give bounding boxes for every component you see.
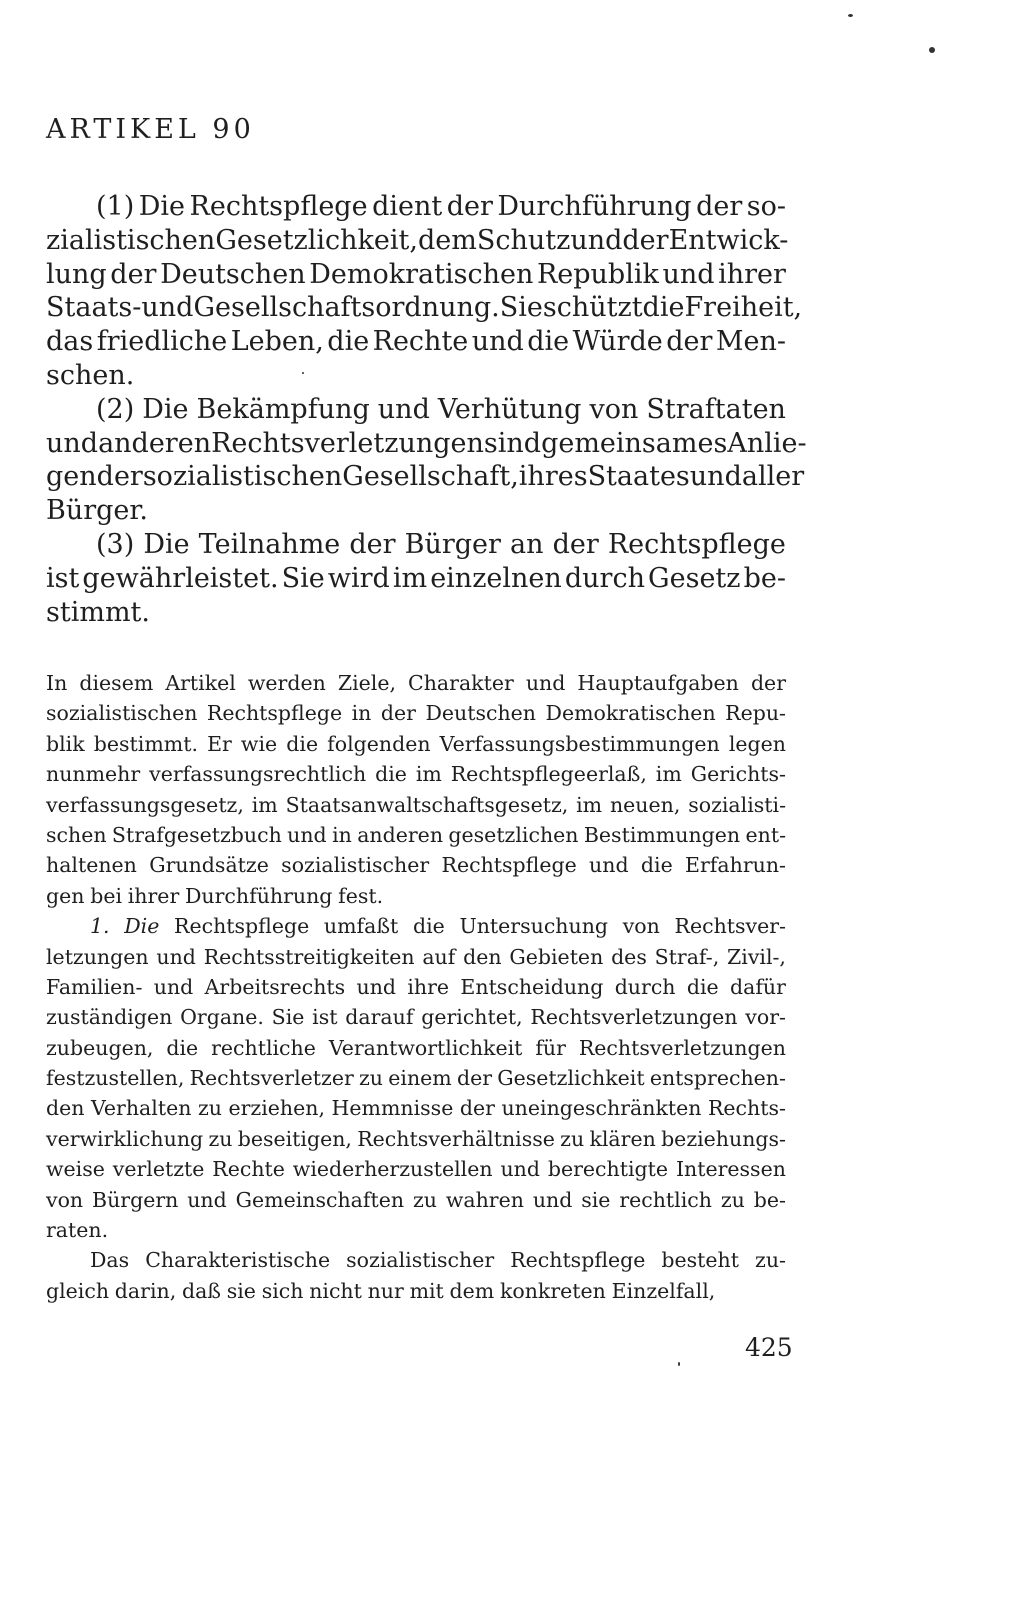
article-line: (2) Die Bekämpfung und Verhütung von Straftaten (96, 393, 786, 425)
commentary-line: In diesem Artikel werden Ziele, Charakter und Hauptaufgaben der (46, 671, 786, 695)
print-speck (678, 1362, 680, 1366)
article-line: stimmt. (46, 596, 150, 628)
article-line: lung der Deutschen Demokratischen Republik und ihrer (46, 258, 786, 290)
commentary-line: 1. Die Rechtspflege umfaßt die Untersuchung von Rechtsver- (90, 914, 786, 939)
commentary-line: haltenen Grundsätze sozialistischer Rechtspflege und die Erfahrun- (46, 853, 786, 878)
article-line: und anderen Rechtsverletzungen sind gemeinsames Anlie- (46, 427, 807, 459)
commentary-line: von Bürgern und Gemeinschaften zu wahren und sie rechtlich zu be- (46, 1187, 786, 1212)
article-line: gen der sozialistischen Gesellschaft, ihres Staates und aller (46, 461, 805, 493)
article-line: zialistischen Gesetzlichkeit, dem Schutz und der Entwick- (46, 224, 789, 256)
commentary-line: Familien- und Arbeitsrechts und ihre Entscheidung durch die dafür (46, 974, 786, 999)
commentary-line: festzustellen, Rechtsverletzer zu einem der Gesetzlichkeit entsprechen- (46, 1066, 786, 1091)
article-line: Staats- und Gesellschaftsordnung. Sie schützt die Freiheit, (46, 292, 803, 324)
article-line: (1) Die Rechtspflege dient der Durchführung der so- (96, 191, 786, 222)
article-line: (3) Die Teilnahme der Bürger an der Rechtspflege (96, 528, 786, 560)
commentary-line: gleich darin, daß sie sich nicht nur mit dem konkreten Einzelfall, (46, 1278, 716, 1303)
commentary-line: raten. (46, 1218, 109, 1243)
article-heading: ARTIKEL 90 (46, 114, 255, 145)
commentary-line: verwirklichung zu beseitigen, Rechtsverhältnisse zu klären beziehungs- (46, 1126, 786, 1151)
article-text (46, 190, 807, 629)
article-line: das friedliche Leben, die Rechte und die Würde der Men- (46, 326, 786, 358)
article-line: ist gewährleistet. Sie wird im einzelnen durch Gesetz be- (46, 562, 786, 594)
commentary-line: schen Strafgesetzbuch und in anderen gesetzlichen Bestimmungen ent- (46, 822, 786, 847)
commentary-line: blik bestimmt. Er wie die folgenden Verfassungsbestimmungen legen (46, 731, 786, 756)
commentary-line: den Verhalten zu erziehen, Hemmnisse der uneingeschränkten Rechts- (46, 1096, 786, 1121)
article-line: Bürger. (46, 495, 148, 527)
commentary-line: zubeugen, die rechtliche Verantwortlichkeit für Rechtsverletzungen (46, 1035, 786, 1060)
print-speck (929, 47, 935, 53)
commentary-line: weise verletzte Rechte wiederherzustellen und berechtigte Interessen (46, 1157, 786, 1182)
print-speck (302, 372, 304, 374)
commentary-text (46, 668, 786, 1306)
article-line: schen. (46, 359, 135, 391)
page-number: 425 (745, 1333, 793, 1362)
commentary-line: letzungen und Rechtsstreitigkeiten auf den Gebieten des Straf-, Zivil-, (46, 944, 786, 969)
commentary-line: sozialistischen Rechtspflege in der Deutschen Demokratischen Repu- (46, 701, 786, 726)
commentary-line: zuständigen Organe. Sie ist darauf gerichtet, Rechtsverletzungen vor- (46, 1005, 786, 1030)
commentary-line: Das Charakteristische sozialistischer Rechtspflege besteht zu- (90, 1248, 786, 1273)
commentary-line: verfassungsgesetz, im Staatsanwaltschaftsgesetz, im neuen, sozialisti- (46, 792, 786, 817)
commentary-line: nunmehr verfassungsrechtlich die im Rechtspflegeerlaß, im Gerichts- (46, 762, 786, 787)
print-speck (848, 14, 853, 17)
commentary-line: gen bei ihrer Durchführung fest. (46, 883, 384, 908)
